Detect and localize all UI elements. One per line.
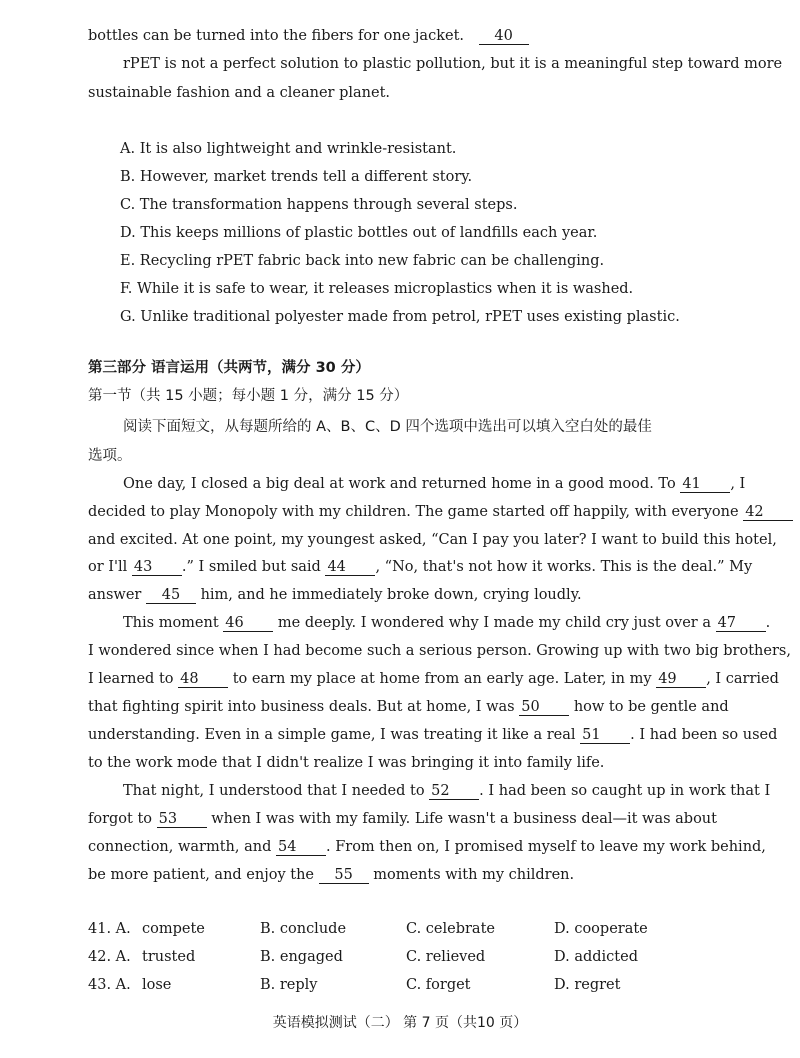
option-b: B. However, market trends tell a different story. <box>120 169 473 185</box>
p3-line-3 <box>88 837 766 857</box>
text-span: . I had been so caught up in work that I <box>479 783 771 799</box>
answer-d: D. addicted <box>554 949 638 965</box>
blank-48: 48 <box>178 671 228 688</box>
answer-num: 42. A. <box>88 949 131 965</box>
answer-c: C. relieved <box>406 949 486 965</box>
option-c: C. The transformation happens through several steps. <box>120 197 518 213</box>
blank-49: 49 <box>656 671 706 688</box>
p1-line-4 <box>88 557 753 577</box>
text-span: be more patient, and enjoy the <box>88 867 314 883</box>
blank-41: 41 <box>680 476 730 493</box>
text-span: moments with my children. <box>373 867 575 883</box>
blank-51: 51 <box>580 727 630 744</box>
blank-47: 47 <box>716 615 766 632</box>
text-span: decided to play Monopoly with my children. The game started off happily, with everyone <box>88 504 739 520</box>
text-span: connection, warmth, and <box>88 839 272 855</box>
text-span: to earn my place at home from an early age. Later, in my <box>232 671 652 687</box>
p2-line-5 <box>88 725 778 745</box>
text-span: , I <box>730 476 746 492</box>
answer-c: C. forget <box>406 977 471 993</box>
p1-line-2 <box>88 502 764 522</box>
sub-title: 第一节（共 15 小题；每小题 1 分，满分 15 分） <box>88 388 409 404</box>
answer-num: 43. A. <box>88 977 131 993</box>
blank-54: 54 <box>276 839 326 856</box>
text-span: . From then on, I promised myself to leave my work behind, <box>325 839 766 855</box>
answer-c: C. celebrate <box>406 921 495 937</box>
page-footer: 英语模拟测试（二） 第 7 页（共10 页） <box>272 1015 528 1031</box>
text-span: when I was with my family. Life wasn't a business deal—it was about <box>211 811 717 827</box>
text-span: answer <box>88 587 142 603</box>
answer-b: B. conclude <box>260 921 347 937</box>
text-span: .” I smiled but said <box>181 559 321 575</box>
option-d: D. This keeps millions of plastic bottles out of landfills each year. <box>120 225 598 241</box>
text-span: . I had been so used <box>630 727 778 743</box>
intro-line <box>88 26 714 46</box>
closing-line-2: sustainable fashion and a cleaner planet. <box>88 85 391 101</box>
answer-row-42 <box>88 946 728 968</box>
blank-46: 46 <box>223 615 273 632</box>
answer-d: D. cooperate <box>554 921 648 937</box>
blank-43: 43 <box>132 559 182 576</box>
text-span: forgot to <box>88 811 153 827</box>
p2-line-2: I wondered since when I had become such a serious person. Growing up with two big brothers, <box>88 643 791 659</box>
blank-52: 52 <box>429 783 479 800</box>
text-span: how to be gentle and <box>573 699 729 715</box>
p2-line-4 <box>88 697 729 717</box>
answer-a: trusted <box>142 949 196 965</box>
text-span: me deeply. I wondered why I made my child cry just over a <box>277 615 711 631</box>
blank-42: 42 <box>743 504 793 521</box>
text-span: , “No, that's not how it works. This is the deal.” My <box>375 559 753 575</box>
text-span: I learned to <box>88 671 174 687</box>
answer-b: B. engaged <box>260 949 343 965</box>
p2-line-6: to the work mode that I didn't realize I was bringing it into family life. <box>88 755 605 771</box>
p3-line-1 <box>123 781 771 801</box>
p1-line-1 <box>123 474 746 494</box>
text-span: . <box>765 615 771 631</box>
p1-line-3: and excited. At one point, my youngest asked, “Can I pay you later? I want to build this hotel, <box>88 532 777 548</box>
text-span: understanding. Even in a simple game, I was treating it like a real <box>88 727 576 743</box>
option-a: A. It is also lightweight and wrinkle-resistant. <box>120 141 457 157</box>
p1-line-5 <box>88 585 714 605</box>
option-e: E. Recycling rPET fabric back into new fabric can be challenging. <box>120 253 605 269</box>
answer-num: 41. A. <box>88 921 131 937</box>
text-span: One day, I closed a big deal at work and returned home in a good mood. To <box>123 476 676 492</box>
text-span: or I'll <box>88 559 128 575</box>
part-title: 第三部分 语言运用（共两节，满分 30 分） <box>88 360 370 376</box>
p3-line-4 <box>88 865 714 885</box>
text-span: that fighting spirit into business deals. But at home, I was <box>88 699 515 715</box>
answer-a: compete <box>142 921 205 937</box>
p3-line-2 <box>88 809 717 829</box>
closing-line-1: rPET is not a perfect solution to plastic pollution, but it is a meaningful step toward more <box>123 56 783 72</box>
answer-row-43 <box>88 974 728 996</box>
text-span: him, and he immediately broke down, crying loudly. <box>200 587 582 603</box>
instruction-line-1: 阅读下面短文，从每题所给的 A、B、C、D 四个选项中选出可以填入空白处的最佳 <box>123 419 652 435</box>
blank-44: 44 <box>325 559 375 576</box>
blank-53: 53 <box>157 811 207 828</box>
text-span: This moment <box>123 615 219 631</box>
answer-a: lose <box>142 977 172 993</box>
intro-text: bottles can be turned into the fibers for one jacket. <box>88 28 465 44</box>
blank-40: 40 <box>479 28 529 45</box>
blank-50: 50 <box>519 699 569 716</box>
answer-row-41 <box>88 918 728 940</box>
option-g: G. Unlike traditional polyester made from petrol, rPET uses existing plastic. <box>120 309 680 325</box>
option-f: F. While it is safe to wear, it releases microplastics when it is washed. <box>120 281 634 297</box>
instruction-line-2: 选项。 <box>88 448 132 464</box>
answer-d: D. regret <box>554 977 621 993</box>
blank-45: 45 <box>146 587 196 604</box>
p2-line-3 <box>88 669 779 689</box>
text-span: That night, I understood that I needed to <box>123 783 425 799</box>
blank-55: 55 <box>319 867 369 884</box>
answer-b: B. reply <box>260 977 318 993</box>
p2-line-1 <box>123 613 771 633</box>
text-span: , I carried <box>706 671 779 687</box>
